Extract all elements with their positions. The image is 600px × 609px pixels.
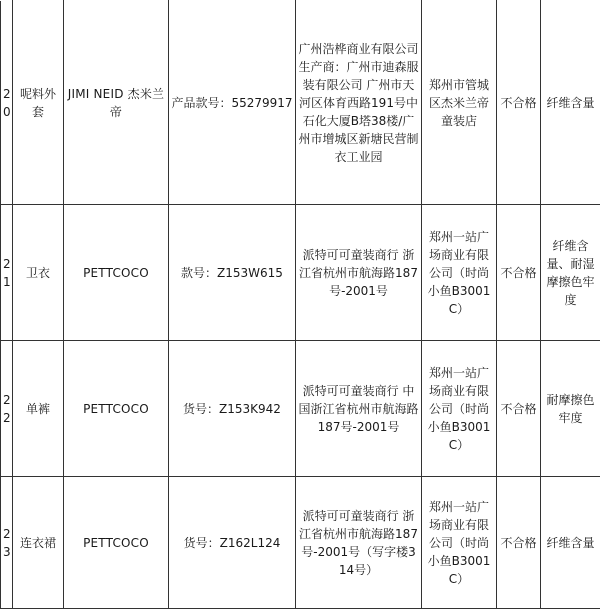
brand: PETTCOCO bbox=[64, 477, 169, 609]
table-row bbox=[1, 205, 600, 341]
brand: PETTCOCO bbox=[64, 205, 169, 341]
model-number: 货号：Z153K942 bbox=[169, 341, 296, 477]
failed-item: 耐摩擦色牢度 bbox=[541, 341, 600, 477]
product-name: 呢料外套 bbox=[13, 1, 64, 205]
inspection-result: 不合格 bbox=[497, 205, 541, 341]
producer: 派特可可童装商行 浙江省杭州市航海路187号-2001号（写字楼314号） bbox=[296, 477, 422, 609]
row-number: 21 bbox=[1, 205, 13, 341]
table-row bbox=[1, 1, 600, 205]
product-name: 单裤 bbox=[13, 341, 64, 477]
model-number: 货号：Z162L124 bbox=[169, 477, 296, 609]
inspection-result: 不合格 bbox=[497, 341, 541, 477]
seller: 郑州一站广场商业有限公司（时尚小鱼B3001C） bbox=[422, 477, 497, 609]
failed-item: 纤维含量 bbox=[541, 1, 600, 205]
inspection-result: 不合格 bbox=[497, 1, 541, 205]
failed-item: 纤维含量、耐湿摩擦色牢度 bbox=[541, 205, 600, 341]
brand: PETTCOCO bbox=[64, 341, 169, 477]
seller: 郑州市管城区杰米兰帝童装店 bbox=[422, 1, 497, 205]
table-row bbox=[1, 341, 600, 477]
failed-item: 纤维含量 bbox=[541, 477, 600, 609]
row-number: 22 bbox=[1, 341, 13, 477]
inspection-result: 不合格 bbox=[497, 477, 541, 609]
row-number: 20 bbox=[1, 1, 13, 205]
producer: 广州浩桦商业有限公司生产商：广州市迪森服装有限公司 广州市天河区体育西路191号中石化大厦B塔38楼/广州市增城区新塘民营制衣工业园 bbox=[296, 1, 422, 205]
model-number: 产品款号：55279917 bbox=[169, 1, 296, 205]
product-name: 卫衣 bbox=[13, 205, 64, 341]
producer: 派特可可童装商行 浙江省杭州市航海路187号-2001号 bbox=[296, 205, 422, 341]
product-name: 连衣裙 bbox=[13, 477, 64, 609]
table-row bbox=[1, 477, 600, 609]
model-number: 款号：Z153W615 bbox=[169, 205, 296, 341]
producer: 派特可可童装商行 中国浙江省杭州市航海路187号-2001号 bbox=[296, 341, 422, 477]
seller: 郑州一站广场商业有限公司（时尚小鱼B3001C） bbox=[422, 205, 497, 341]
brand: JIMI NEID 杰米兰帝 bbox=[64, 1, 169, 205]
seller: 郑州一站广场商业有限公司（时尚小鱼B3001C） bbox=[422, 341, 497, 477]
row-number: 23 bbox=[1, 477, 13, 609]
